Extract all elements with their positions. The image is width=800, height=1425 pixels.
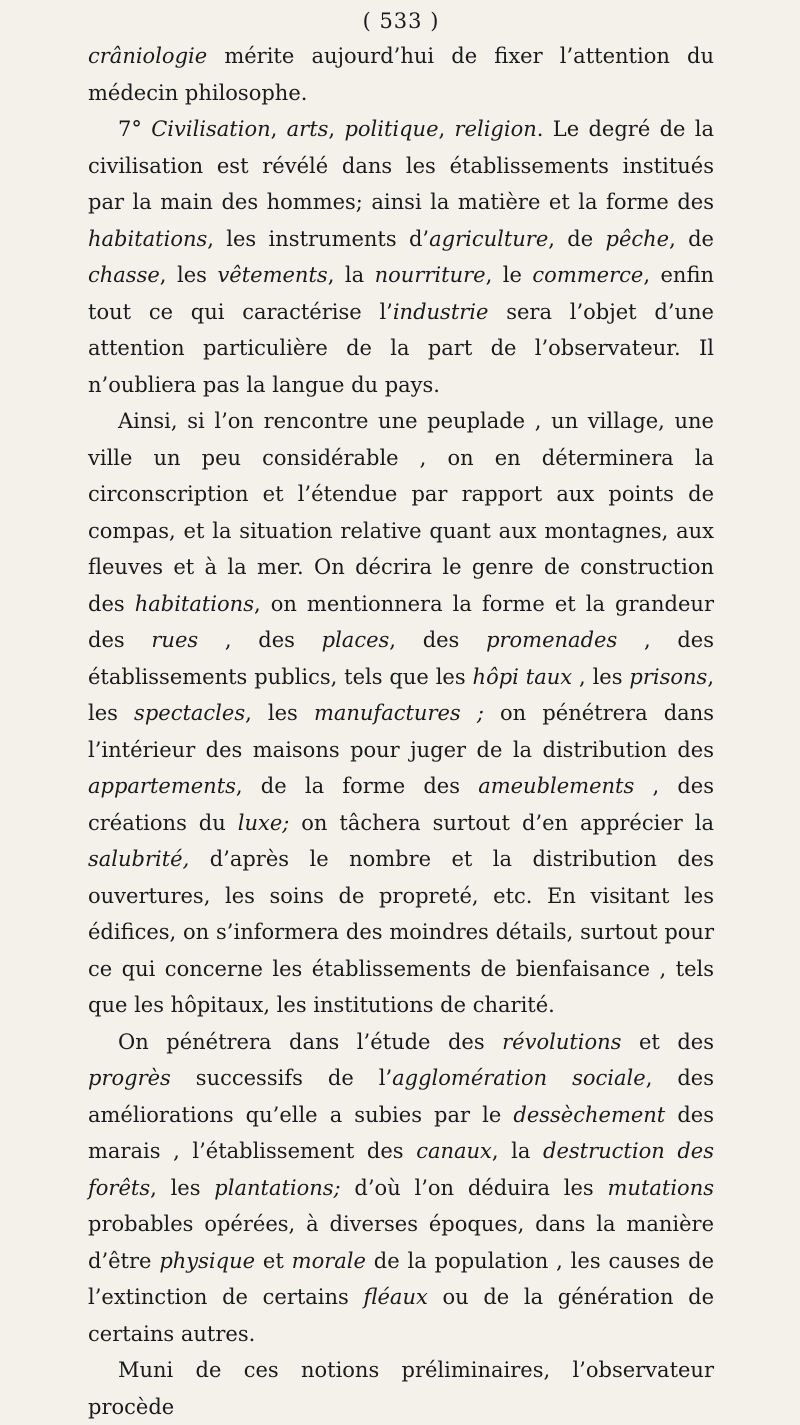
italic-term: canaux — [416, 1139, 492, 1163]
italic-term: rues — [151, 628, 199, 652]
italic-term: salubrité, — [88, 847, 190, 871]
italic-term: pêche — [605, 226, 670, 251]
text-run: d’où l’on déduira les — [340, 1175, 608, 1200]
italic-term: chasse — [88, 263, 160, 287]
text-run: , enfin tout ce qui caractérise l’ — [88, 263, 714, 324]
italic-term: habitations — [134, 591, 254, 616]
italic-term: politique — [344, 117, 439, 141]
text-run: , des — [389, 628, 487, 652]
paragraph — [88, 403, 714, 1024]
text-run: ou de la génération de certains autres. — [88, 1285, 714, 1346]
italic-term: mutations — [607, 1175, 714, 1200]
paragraph — [88, 38, 714, 111]
text-run: On pénétrera dans l’étude des — [118, 1029, 503, 1054]
italic-term: prisons — [629, 664, 708, 689]
text-run: , des établissements publics, tels que les — [88, 628, 714, 689]
italic-term: arts — [286, 117, 329, 141]
italic-term: agriculture — [429, 226, 549, 251]
italic-term: vêtements — [217, 263, 328, 287]
italic-term: agglomération sociale — [392, 1066, 646, 1090]
italic-term: industrie — [392, 299, 489, 324]
italic-term: révolutions — [502, 1029, 622, 1054]
text-run: sera l’objet d’une attention particulière de la part de l’observateur. Il n’oubliera pas la langue du pays. — [88, 299, 714, 397]
text-run: , la — [491, 1139, 544, 1163]
text-run: , — [270, 117, 287, 141]
paragraph — [88, 111, 714, 403]
italic-term: religion — [454, 117, 537, 141]
paragraph — [88, 1352, 714, 1425]
italic-term: commerce — [532, 263, 644, 287]
text-run: , les — [572, 664, 630, 689]
italic-term: crâniologie — [88, 44, 208, 68]
text-run: , les — [159, 263, 218, 287]
page-number: ( 533 ) — [362, 9, 440, 33]
text-run: probables opérées, à diverses époques, dans la manière d’être — [88, 1212, 714, 1273]
text-run: , les — [150, 1175, 215, 1200]
italic-term: spectacles — [134, 701, 246, 725]
italic-term: hôpi taux — [472, 664, 573, 689]
text-run: on tâchera surtout d’en apprécier la — [289, 810, 714, 835]
text-run: , le — [485, 263, 533, 287]
text-run: , — [438, 117, 455, 141]
text-run: d’après le nombre et la distribution des ouvertures, les soins de propreté, etc. En visitant les édifices, on s’informera des moindres détails, surtout pour ce qui concerne les établissements de bienfaisance , tels que les hôpitaux, les institutions de charité. — [88, 847, 714, 1017]
text-run: , la — [327, 263, 375, 287]
body-text — [88, 38, 714, 1425]
italic-term: luxe; — [237, 810, 290, 835]
italic-term: progrès — [88, 1066, 171, 1090]
text-run: successifs de l’ — [170, 1066, 393, 1090]
text-run: , des créations du — [88, 774, 714, 835]
italic-term: habitations — [88, 226, 208, 251]
italic-term: nourriture — [374, 263, 486, 287]
text-run: , des améliorations qu’elle a subies par le — [88, 1066, 715, 1127]
text-run: , on mentionnera la forme et la grandeur des — [88, 591, 714, 652]
text-run: de la population , les causes de l’extinction de certains — [88, 1248, 714, 1309]
text-run: et — [255, 1248, 292, 1273]
italic-term: places — [321, 628, 390, 652]
text-run: , des — [198, 628, 322, 652]
italic-term: dessèchement — [513, 1102, 666, 1127]
text-run: Muni de ces notions préliminaires, l’observateur procède — [88, 1358, 714, 1419]
text-run: , de — [669, 226, 714, 251]
italic-term: morale — [291, 1248, 366, 1273]
italic-term: ameublements — [478, 774, 635, 798]
text-run: , de — [548, 226, 606, 251]
italic-term: plantations; — [214, 1175, 341, 1200]
italic-term: promenades — [486, 628, 618, 652]
text-run: mérite aujourd’hui de fixer l’attention du médecin philosophe. — [88, 44, 714, 105]
text-run: , les — [88, 664, 715, 725]
italic-term: Civilisation — [151, 117, 271, 141]
text-run: . Le degré de la civilisation est révélé dans les établissements institués par la main des hommes; ainsi la matière et la forme des — [88, 117, 715, 214]
italic-term: destruction des forêts — [88, 1139, 715, 1200]
text-run: des marais , l’établissement des — [88, 1102, 714, 1163]
text-run: , les instruments d’ — [207, 226, 430, 251]
text-run: Ainsi, si l’on rencontre une peuplade , un village, une ville un peu considérable , on en déterminera la circonscription et l’étendue par rapport aux points de compas, et la situation relative quant aux montagnes, aux fleuves et à la mer. On décrira le genre de construction des — [88, 409, 714, 616]
italic-term: appartements — [88, 774, 236, 798]
text-run: 7° — [118, 117, 152, 141]
italic-term: physique — [159, 1248, 256, 1273]
text-run: , — [328, 117, 345, 141]
text-run: , de la forme des — [235, 774, 479, 798]
text-run: et des — [621, 1029, 714, 1054]
paragraph — [88, 1024, 714, 1353]
italic-term: manufactures ; — [313, 701, 484, 725]
italic-term: fléaux — [363, 1285, 428, 1309]
text-run: , les — [245, 701, 314, 725]
text-run: on pénétrera dans l’intérieur des maisons pour juger de la distribution des — [88, 701, 714, 762]
